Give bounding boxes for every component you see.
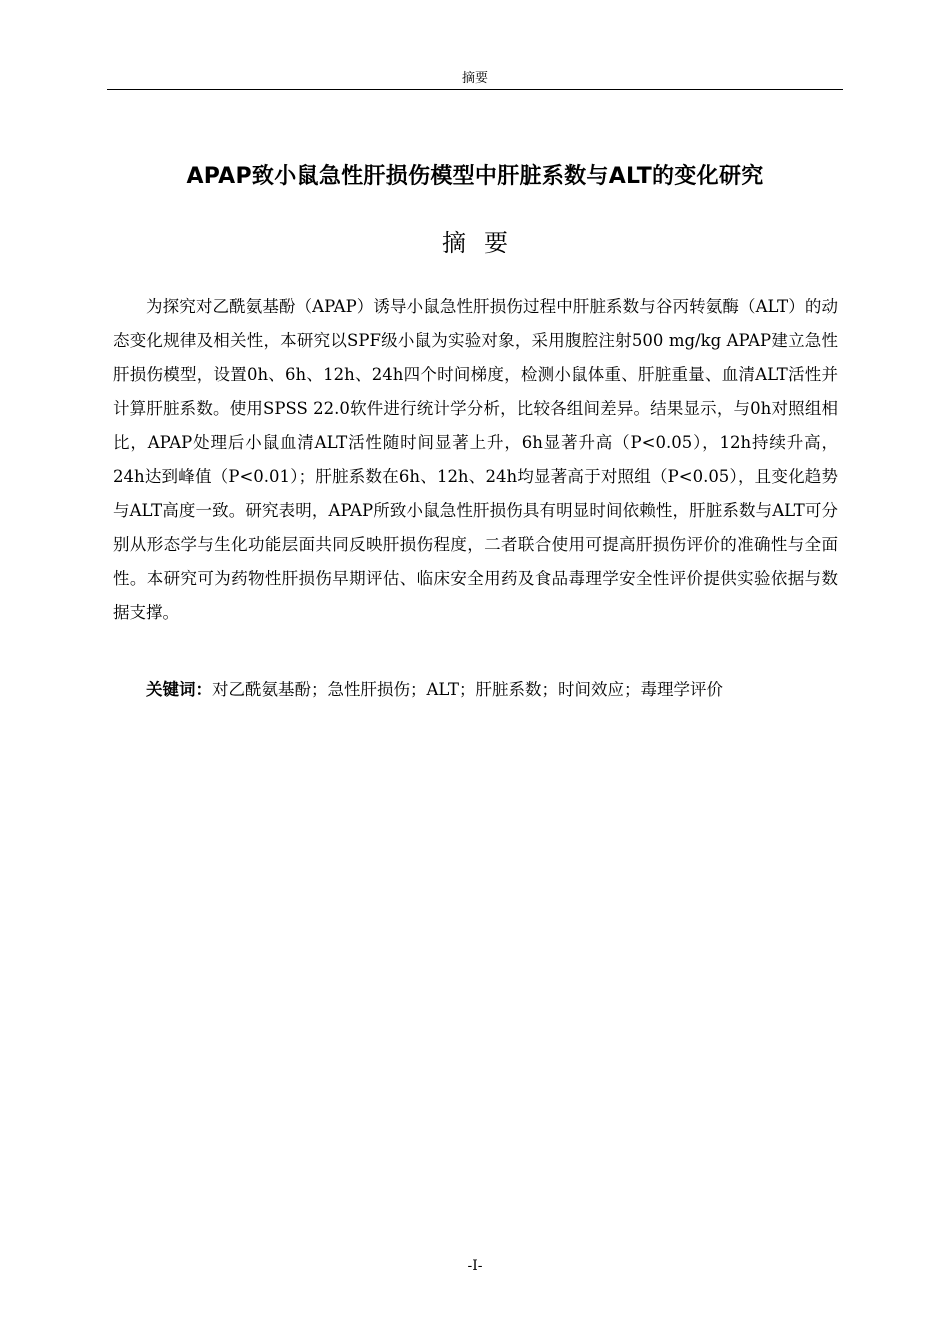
abstract-body: 为探究对乙酰氨基酚（APAP）诱导小鼠急性肝损伤过程中肝脏系数与谷丙转氨酶（ALT）的动态变化规律及相关性，本研究以SPF级小鼠为实验对象，采用腹腔注射500 mg/kg APAP建立急性肝损伤模型，设置0h、6h、12h、24h四个时间梯度，检测小鼠体重、肝脏重量、血清ALT活性并计算肝脏系数。使用SPSS 22.0软件进行统计学分析，比较各组间差异。结果显示，与0h对照组相比，APAP处理后小鼠血清ALT活性随时间显著上升，6h显著升高（P<0.05），12h持续升高，24h达到峰值（P<0.01）；肝脏系数在6h、12h、24h均显著高于对照组（P<0.05），且变化趋势与ALT高度一致。研究表明，APAP所致小鼠急性肝损伤具有明显时间依赖性，肝脏系数与ALT可分别从形态学与生化功能层面共同反映肝损伤程度，二者联合使用可提高肝损伤评价的准确性与全面性。本研究可为药物性肝损伤早期评估、临床安全用药及食品毒理学安全性评价提供实验依据与数据支撑。 [113,297,838,622]
running-title: 摘要 [461,71,488,86]
keywords-line [113,673,838,707]
page-header [107,68,843,90]
abstract-heading: 摘要 [442,229,526,257]
keywords-text: 对乙酰氨基酚；急性肝损伤；ALT；肝脏系数；时间效应；毒理学评价 [212,680,724,699]
page-number: -I- [467,1258,483,1274]
document-title: APAP致小鼠急性肝损伤模型中肝脏系数与ALT的变化研究 [186,164,764,189]
keywords-label: 关键词： [146,680,212,699]
